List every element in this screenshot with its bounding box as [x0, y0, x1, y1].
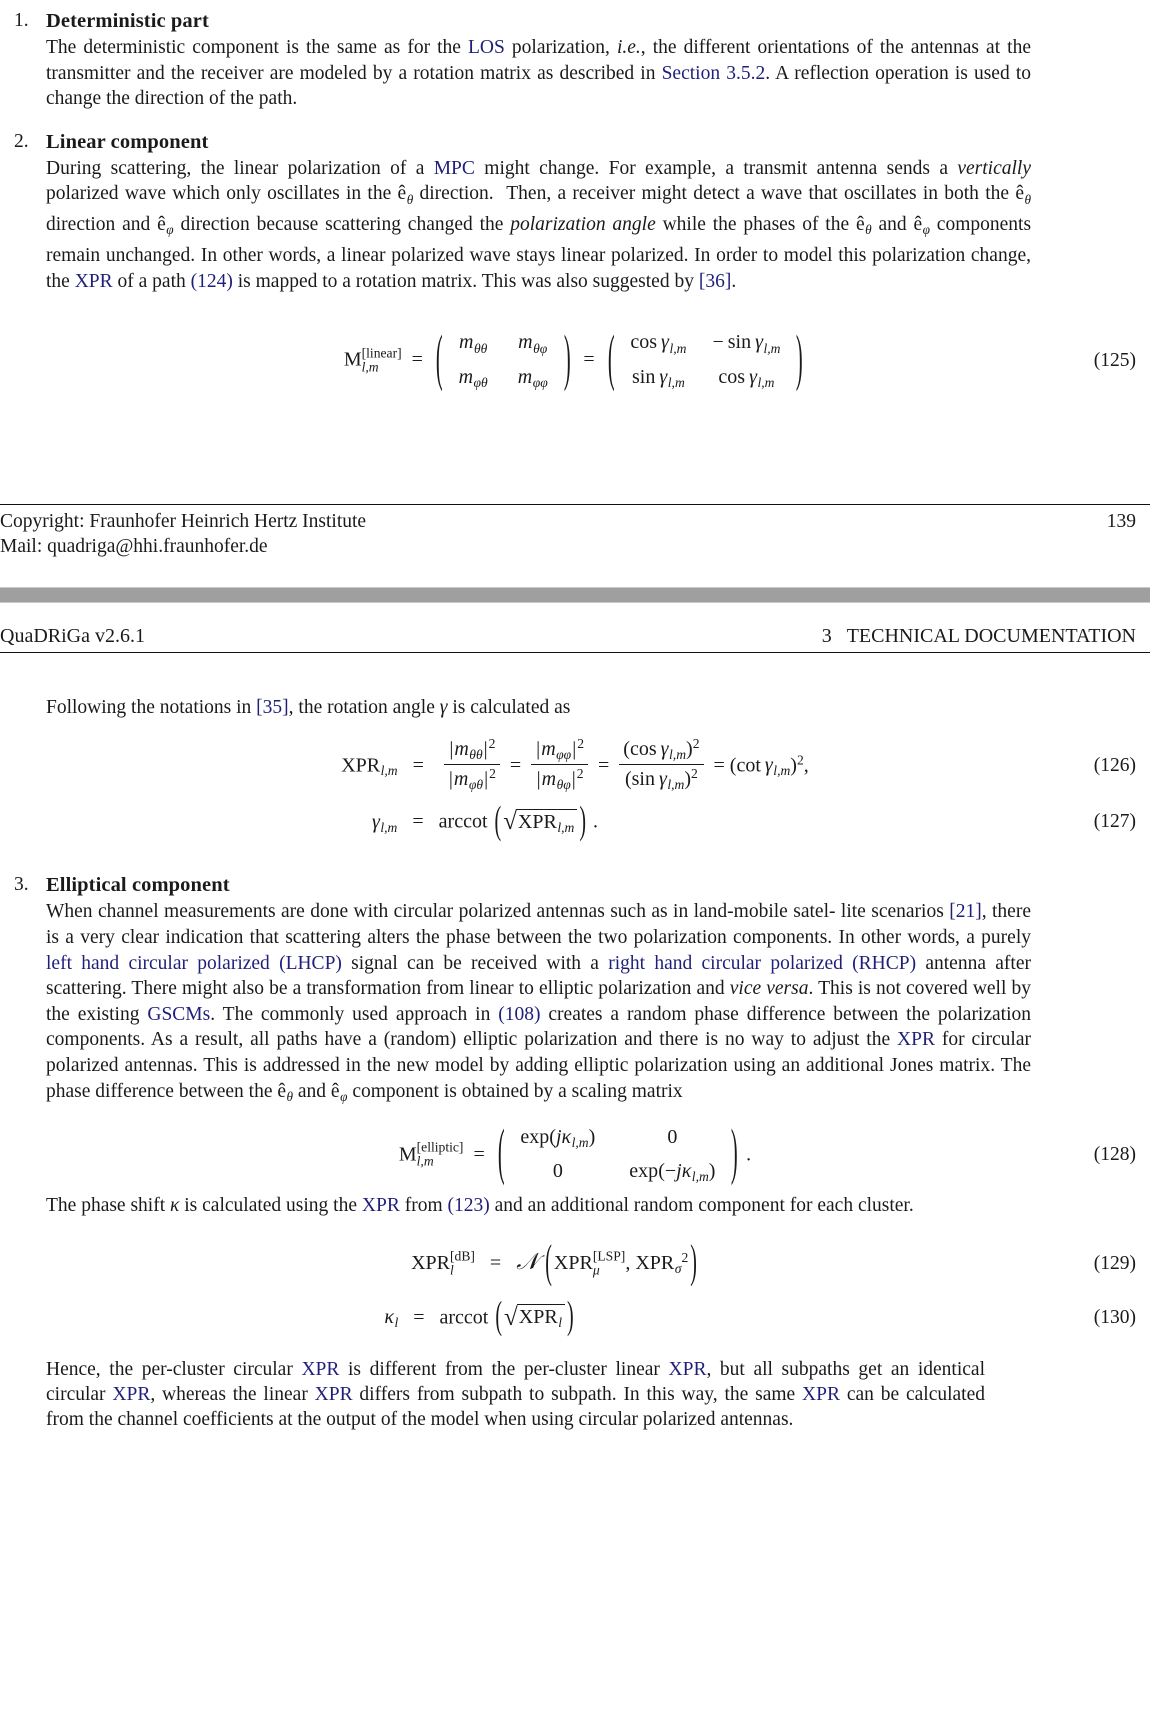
link-gscm[interactable]: GSCMs [147, 1003, 211, 1025]
link-xpr-3[interactable]: XPR [361, 1195, 400, 1217]
document-page-2 [0, 603, 1150, 1432]
link-xpr[interactable]: XPR [74, 270, 113, 292]
link-ref-21[interactable]: [21] [949, 901, 982, 923]
link-los[interactable]: LOS [468, 37, 505, 58]
equation-number: (125) [1093, 350, 1136, 372]
equation-127-expression: $\gamma_{l,m} = arccot$ ($√XPR_{l,m}$ ) . [371, 799, 598, 843]
equation-130-expression: $\kappa_l = arccot$ ($√XPR_l$ ) [384, 1294, 574, 1338]
equation-number: (129) [1093, 1252, 1136, 1274]
link-xpr-8[interactable]: XPR [802, 1383, 840, 1405]
link-xpr-6[interactable]: XPR [112, 1383, 151, 1405]
list-item [0, 129, 1150, 294]
equation-125-expression: M [linear] l,m = ( $m_{\theta\theta}$ $m_{\theta\varphi}$ $m_{\varphi\theta}$ $m_{\varphi\varphi}$ ) = ( $\cos \gamma_{l,m}$ − $\sin \gamma_{l,m}$ $\sin \gamma_{l,m}$ $\cos \gamma_{l,m}$ ) [343, 324, 804, 394]
equation-129-expression: XPR [dB] l = 𝒩 ( XPR [LSP] μ , $XPR_\sigma^2$ ) [411, 1236, 697, 1288]
equation-number: (128) [1093, 1144, 1136, 1166]
link-eq-108[interactable]: (108) [498, 1003, 541, 1025]
header-chapter [822, 623, 1136, 649]
list-item-body: The deterministic component is the same as for the LOS polarization, i.e., the different orientations of the antennas at the transmitter and the receiver are modeled by a rotation matrix as described in Section 3.5.2. A reflection operation is used to change the direction of the path. [46, 37, 1031, 110]
list-item-number: 3. [14, 874, 29, 896]
link-ref-35[interactable]: [35] [256, 697, 289, 719]
equation-number: (126) [1093, 755, 1136, 777]
equation-125 [0, 318, 1150, 404]
list-item-title: Elliptical component [46, 874, 230, 897]
equation-number: (130) [1093, 1306, 1136, 1328]
equation-128 [0, 1117, 1150, 1193]
header-title: QuaDRiGa v2.6.1 [0, 625, 145, 648]
list-item-body: During scattering, the linear polarization of a MPC might change. For example, a transmit antenna sends a vertically polarized wave which only oscillates in the $ê_\theta$ direction. Then, a receiver might detect a wave that oscillates in both the $ê_\theta$ direction and $ê_\varphi$ direction because scattering changed the polarization angle while the phases of the $ê_\theta$ and $ê_\varphi$ components remain unchanged. In other words, a linear polarized wave stays linear polarized. In order to model this polarization change, the XPR of a path (124) is mapped to a rotation matrix. This was also suggested by [36]. [46, 157, 1032, 292]
header-chapter-number: 3 [821, 625, 832, 648]
equation-130 [0, 1293, 1150, 1343]
link-xpr-7[interactable]: XPR [314, 1383, 353, 1405]
equation-number: (127) [1093, 811, 1136, 833]
link-rhcp[interactable]: right hand circular polarized (RHCP) [608, 952, 917, 974]
link-ref-36[interactable]: [36] [698, 270, 732, 292]
page-separator [0, 587, 1150, 603]
equation-126-expression: $XPR_{l,m}$ = $\frac{|m_{\theta\theta}|^2}{|m_{\varphi\theta}|^2}$ = $\frac{|m_{\varphi\varphi}|^2}{|m_{\theta\varphi}|^2}$ = $\frac{(\cos \gamma_{l,m})^2}{(\sin \gamma_{l,m})^2}$ = (cot $\gamma_{l,m})^2$, [341, 735, 809, 793]
link-xpr-4[interactable]: XPR [301, 1358, 340, 1380]
footer-copyright: Copyright: Fraunhofer Heinrich Hertz Institute [0, 511, 367, 533]
document-page-1 [0, 8, 1150, 559]
equation-127 [0, 798, 1150, 846]
list-item-number: 2. [14, 130, 29, 152]
list-item [0, 872, 1150, 1109]
list-item [0, 8, 1150, 112]
list-item-number: 1. [14, 10, 29, 31]
paragraph-after-128: The phase shift κ is calculated using the XPR from (123) and an additional random component for each cluster. [46, 1195, 914, 1217]
list-item-body: When channel measurements are done with circular polarized antennas such as in land-mobile satel- lite scenarios [21], there is a very clear indication that scattering alters the phase between the two polarization components. In other words, a purely left hand circular polarized (LHCP) signal can be received with a right hand circular polarized (RHCP) antenna after scattering. There might also be a transformation from linear to elliptic polarization and vice versa. This is not covered well by the existing GSCMs. The commonly used approach in (108) creates a random phase difference between the polarization components. As a result, all paths have a (random) elliptic polarization and there is no way to adjust the XPR for circular polarized antennas. This is addressed in the new model by adding elliptic polarization using an additional Jones matrix. The phase difference between the $ê_\theta$ and $ê_\varphi$ component is obtained by a scaling matrix [46, 901, 1031, 1104]
footer-mail: Mail: quadriga@hhi.fraunhofer.de [0, 536, 268, 558]
page-header [0, 623, 1150, 652]
closing-paragraph: Hence, the per-cluster circular XPR is different from the per-cluster linear XPR, but all subpaths get an identical circular XPR, whereas the linear XPR differs from subpath to subpath. In this way, the same XPR can be calculated from the channel coefficients at the output of the model when using circular polarized antennas. [46, 1358, 985, 1431]
intro-paragraph: Following the notations in [35], the rotation angle γ is calculated as [46, 697, 571, 719]
link-mpc[interactable]: MPC [433, 157, 475, 179]
equation-126 [0, 734, 1150, 798]
link-eq-124[interactable]: (124) [190, 270, 233, 292]
equation-129 [0, 1235, 1150, 1293]
link-lhcp[interactable]: left hand circular polarized (LHCP) [46, 952, 342, 974]
link-xpr-5[interactable]: XPR [668, 1358, 707, 1380]
page-footer [0, 505, 1150, 559]
link-eq-123[interactable]: (123) [447, 1195, 490, 1217]
equation-128-expression: M [elliptic] l,m = ( $\exp(j\kappa_{l,m})$ 0 0 $\exp(-j\kappa_{l,m})$ ) . [398, 1118, 752, 1188]
list-item-title: Deterministic part [46, 10, 209, 32]
link-xpr-2[interactable]: XPR [897, 1029, 935, 1051]
link-section-352[interactable]: Section 3.5.2 [661, 62, 766, 84]
header-chapter-title: TECHNICAL DOCUMENTATION [846, 625, 1136, 648]
footer-page-number: 139 [1106, 511, 1136, 533]
list-item-title: Linear component [46, 130, 209, 153]
